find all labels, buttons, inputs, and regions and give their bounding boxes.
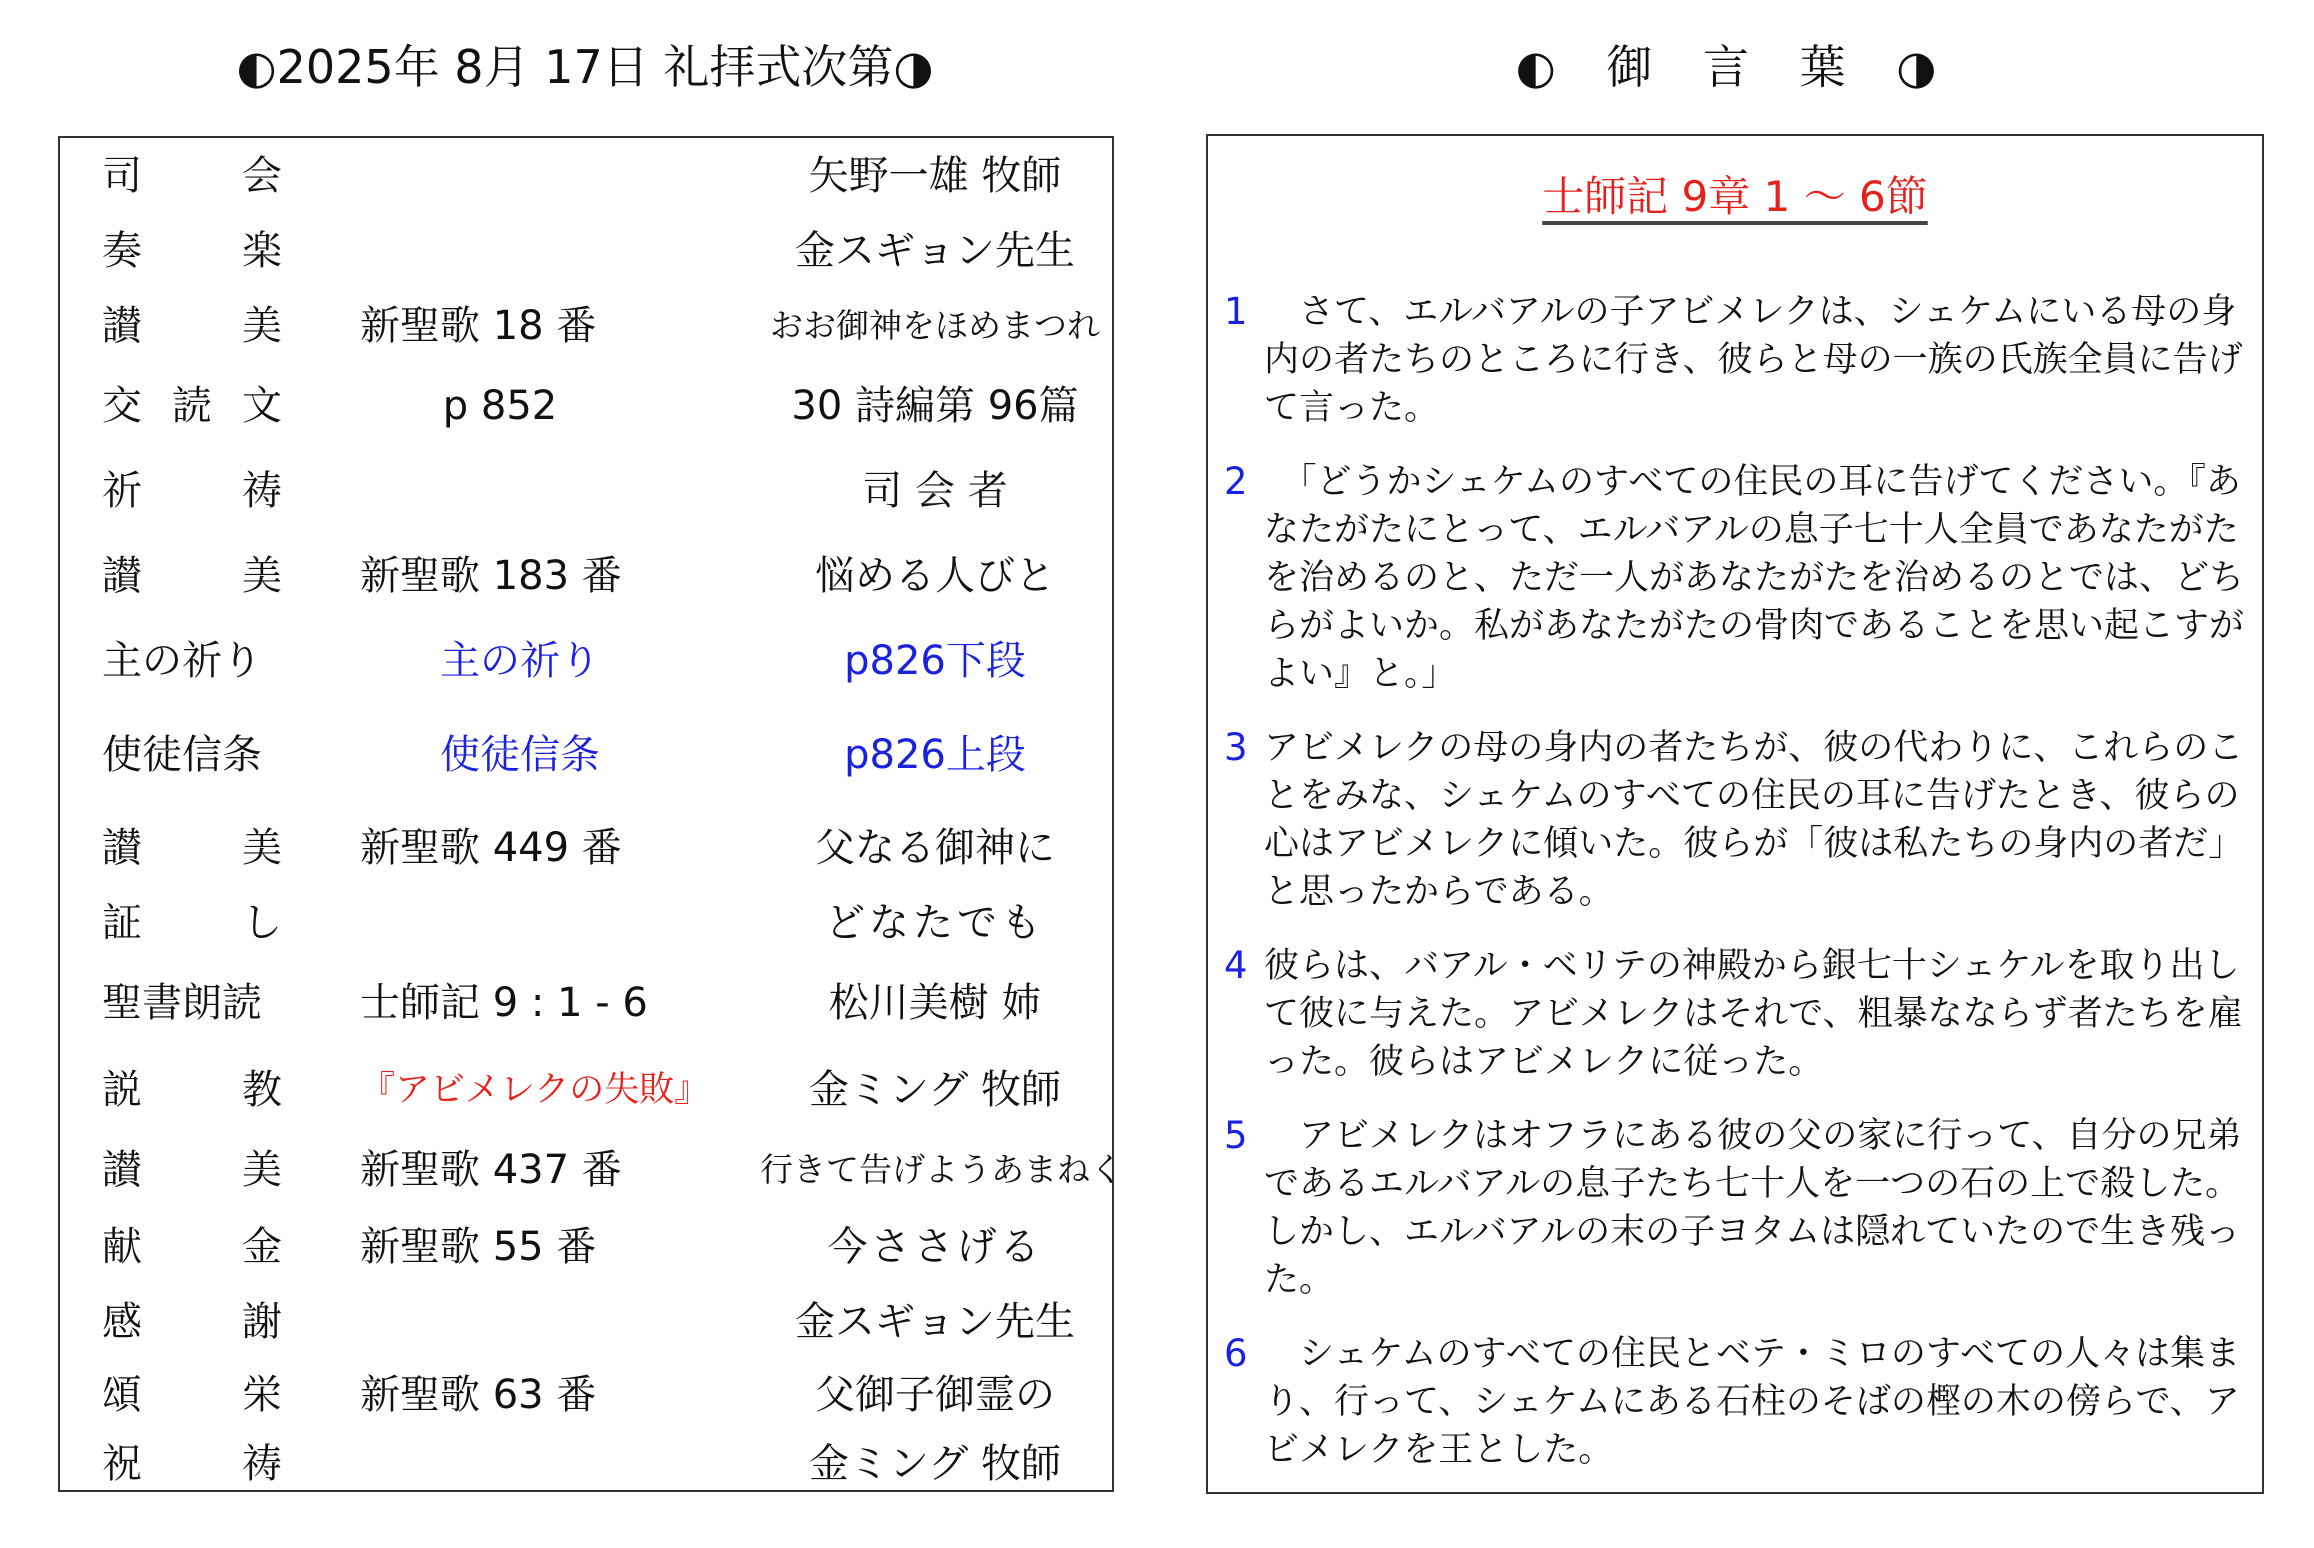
verse-number: 3	[1224, 726, 1248, 769]
program-item-label: 奏楽	[102, 228, 282, 274]
program-item-label: 献金	[102, 1224, 282, 1270]
program-item-label: 交読文	[102, 383, 282, 429]
program-item-detail: p826下段	[844, 638, 1026, 684]
program-item-reference: 新聖歌 437 番	[360, 1147, 622, 1193]
program-item-reference: 新聖歌 183 番	[360, 553, 622, 599]
program-item-label: 聖書朗読	[102, 980, 262, 1026]
verse-text: アビメレクはオフラにある彼の父の家に行って、自分の兄弟であるエルバアルの息子たち七十人を一つの石の上で殺した。しかし、エルバアルの末の子ヨタムは隠れていたので生き残った。	[1264, 1116, 2242, 1300]
program-item-label: 讃美	[102, 553, 282, 599]
sermon-title: 『アビメレクの失敗』	[360, 1070, 710, 1110]
program-item-detail: 金スギョン先生	[795, 228, 1075, 274]
program-row-hymn-2	[60, 546, 1112, 606]
program-item-reference: 新聖歌 55 番	[360, 1224, 597, 1270]
program-row-hymn-1	[60, 296, 1112, 356]
program-item-reference: p 852	[442, 383, 558, 429]
program-row-offering	[60, 1217, 1112, 1277]
program-row-presider	[60, 146, 1112, 206]
program-row-hymn-3	[60, 818, 1112, 878]
program-item-label: 頌栄	[102, 1372, 282, 1418]
program-item-detail: 悩める人びと	[815, 553, 1055, 599]
program-item-detail: どなたでも	[825, 900, 1045, 946]
program-row-testimony	[60, 893, 1112, 953]
program-item-detail: 父御子御霊の	[815, 1372, 1055, 1418]
program-item-detail: 金スギョン先生	[795, 1299, 1075, 1345]
program-row-scripture-reading	[60, 973, 1112, 1033]
program-row-hymn-4	[60, 1140, 1123, 1200]
program-item-label: 祝祷	[102, 1441, 282, 1487]
program-row-doxology	[60, 1365, 1112, 1425]
program-item-label: 司会	[102, 153, 282, 199]
program-row-sermon	[60, 1060, 1112, 1120]
program-title: ◐2025年 8月 17日 礼拝式次第◑	[236, 40, 934, 94]
program-row-thanks	[60, 1292, 1112, 1352]
program-item-detail: 松川美樹 姉	[828, 980, 1042, 1026]
verse-text: アビメレクの母の身内の者たちが、彼の代わりに、これらのことをみな、シェケムのすべての住民の耳に告げたとき、彼らの心はアビメレクに傾いた。彼らが「彼は私たちの身内の者だ」と思ったからである。	[1264, 728, 2244, 912]
verse-text: さて、エルバアルの子アビメレクは、シェケムにいる母の身内の者たちのところに行き、彼らと母の一族の氏族全員に告げて言った。	[1264, 292, 2243, 428]
program-item-detail: 今ささげる	[827, 1224, 1043, 1270]
verse-text: シェケムのすべての住民とベテ・ミロのすべての人々は集まり、行って、シェケムにある石柱のそばの樫の木の傍らで、アビメレクを王とした。	[1264, 1334, 2241, 1470]
program-item-reference: 新聖歌 449 番	[360, 825, 622, 871]
verse-number: 4	[1224, 944, 1248, 987]
passage-reference-text: 士師記 9章 1 ～ 6節	[1542, 172, 1928, 221]
program-item-reference: 士師記 9 : 1 - 6	[360, 980, 648, 1026]
program-item-label: 説教	[102, 1067, 282, 1113]
program-item-label: 主の祈り	[102, 638, 262, 684]
passage-reference	[1208, 162, 2262, 232]
program-item-reference: 使徒信条	[440, 732, 600, 778]
program-item-detail: 金ミング 牧師	[809, 1441, 1061, 1487]
program-item-reference: 新聖歌 18 番	[360, 303, 597, 349]
program-row-lords-prayer	[60, 631, 1112, 691]
scripture-panel	[1206, 134, 2264, 1494]
program-item-label: 祈祷	[102, 468, 282, 514]
verse-text: 「どうかシェケムのすべての住民の耳に告げてください。『あなたがたにとって、エルバアルの息子七十人全員であなたがたを治めるのと、ただ一人があなたがたを治めるのとでは、どちらがよいか。私があなたがたの骨肉であることを思い起こすがよい』と。」	[1264, 462, 2245, 694]
program-row-prayer	[60, 461, 1112, 521]
program-row-prelude	[60, 221, 1112, 281]
program-item-label: 讃美	[102, 1147, 282, 1193]
program-item-detail: 父なる御神に	[815, 825, 1055, 871]
program-item-detail: おお御神をほめまつれ	[770, 306, 1100, 345]
verse-number: 2	[1224, 460, 1248, 503]
program-item-reference: 新聖歌 63 番	[360, 1372, 597, 1418]
program-row-responsive-reading	[60, 376, 1112, 436]
program-item-reference: 主の祈り	[440, 638, 600, 684]
program-item-label: 使徒信条	[102, 732, 262, 778]
program-item-detail: 司 会 者	[862, 468, 1008, 514]
program-item-label: 証し	[102, 900, 282, 946]
program-row-apostles-creed	[60, 725, 1112, 785]
program-item-detail: 行きて告げようあまねく	[760, 1150, 1123, 1189]
program-row-benediction	[60, 1434, 1112, 1494]
scripture-title: ◐ 御 言 葉 ◑	[1515, 40, 1955, 94]
program-item-label: 讃美	[102, 825, 282, 871]
verse-number: 6	[1224, 1332, 1248, 1375]
verse-number: 1	[1224, 290, 1248, 333]
worship-program-table	[58, 136, 1123, 1492]
program-item-detail: p826上段	[844, 732, 1026, 778]
verse-text: 彼らは、バアル・ベリテの神殿から銀七十シェケルを取り出して彼に与えた。アビメレクはそれで、粗暴なならず者たちを雇った。彼らはアビメレクに従った。	[1264, 946, 2243, 1082]
verse-number: 5	[1224, 1114, 1248, 1157]
program-item-label: 讃美	[102, 303, 282, 349]
program-item-detail: 矢野一雄 牧師	[808, 153, 1062, 199]
program-item-detail: 30 詩編第 96篇	[791, 383, 1079, 429]
program-item-label: 感謝	[102, 1299, 282, 1345]
program-item-detail: 金ミング 牧師	[809, 1067, 1061, 1113]
